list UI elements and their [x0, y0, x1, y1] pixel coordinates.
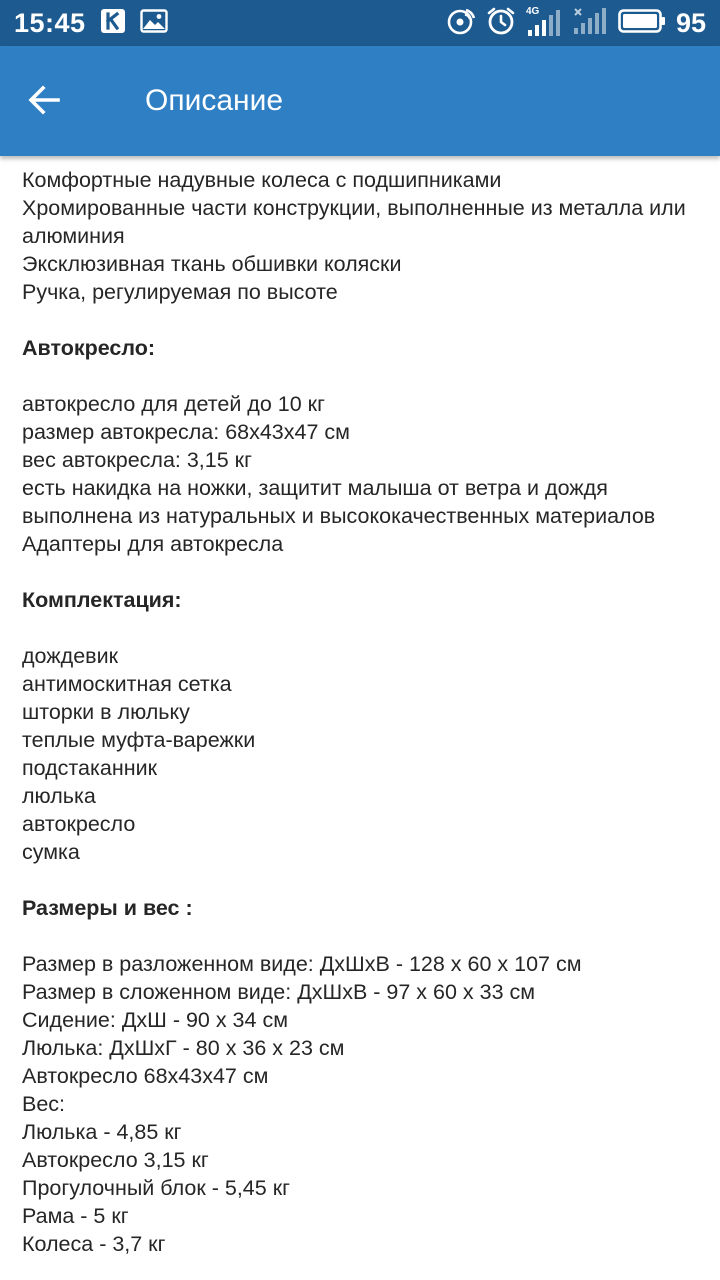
- description-line: сумка: [22, 840, 80, 864]
- back-arrow-icon: [26, 82, 62, 123]
- status-bar: [0, 0, 720, 46]
- description-line: Сидение: ДхШ - 90 х 34 см: [22, 1008, 288, 1032]
- description-line: Размер в сложенном виде: ДхШхВ - 97 х 60 х 33 см: [22, 980, 536, 1004]
- description-line: подстаканник: [22, 756, 157, 780]
- hotspot-icon: [446, 6, 476, 41]
- battery-level: 95: [675, 7, 706, 38]
- description-line: Автокресло 3,15 кг: [22, 1148, 209, 1172]
- description-line: Вес:: [22, 1092, 66, 1116]
- network-type-label: 4G: [525, 6, 540, 17]
- description-line: дождевик: [22, 644, 118, 668]
- blank-line: [22, 306, 712, 334]
- description-line: Комфортные надувные колеса с подшипниками: [22, 168, 502, 192]
- description-line: шторки в люльку: [22, 700, 190, 724]
- blank-line: [22, 922, 712, 950]
- description-line: автокресло для детей до 10 кг: [22, 392, 325, 416]
- description-line: есть накидка на ножки, защитит малыша от ветра и дождя: [22, 476, 608, 500]
- image-icon: [140, 9, 168, 38]
- description-line: вес автокресла: 3,15 кг: [22, 448, 252, 472]
- description-line: Ручка, регулируемая по высоте: [22, 280, 338, 304]
- k-app-icon: [100, 8, 126, 39]
- description-line: Размер в разложенном виде: ДхШхВ - 128 х 60 х 107 см: [22, 952, 582, 976]
- description-line: Прогулочный блок - 5,45 кг: [22, 1176, 290, 1200]
- description-line: Адаптеры для автокресла: [22, 532, 284, 556]
- signal-4g-icon: [526, 8, 562, 38]
- description-line: выполнена из натуральных и высококачественных материалов: [22, 504, 656, 528]
- description-line: Люлька - 4,85 кг: [22, 1120, 182, 1144]
- description-line: Рама - 5 кг: [22, 1204, 129, 1228]
- description-text: [22, 166, 712, 1258]
- description-line: Эксклюзивная ткань обшивки коляски: [22, 252, 402, 276]
- description-line: люлька: [22, 784, 96, 808]
- description-line: Колеса - 3,7 кг: [22, 1232, 166, 1256]
- page-title: Описание: [145, 84, 284, 117]
- section-heading: Размеры и вес :: [22, 896, 193, 920]
- description-content[interactable]: [22, 156, 712, 1280]
- description-line: теплые муфта-варежки: [22, 728, 256, 752]
- signal-no-sim-icon: [572, 6, 608, 41]
- description-line: Хромированные части конструкции, выполненные из металла или: [22, 196, 686, 220]
- blank-line: [22, 866, 712, 894]
- blank-line: [22, 558, 712, 586]
- blank-line: [22, 614, 712, 642]
- battery-icon: [618, 8, 666, 39]
- notification-icons: [100, 8, 168, 39]
- alarm-icon: [486, 6, 516, 41]
- system-icons: [446, 6, 706, 41]
- app-bar: [0, 46, 720, 156]
- back-button[interactable]: [20, 78, 68, 126]
- description-line: алюминия: [22, 224, 125, 248]
- description-line: размер автокресла: 68х43х47 см: [22, 420, 350, 444]
- status-time: 15:45: [14, 7, 86, 38]
- description-line: антимоскитная сетка: [22, 672, 232, 696]
- description-line: Люлька: ДхШхГ - 80 х 36 х 23 см: [22, 1036, 345, 1060]
- section-heading: Автокресло:: [22, 336, 156, 360]
- description-line: Автокресло 68х43х47 см: [22, 1064, 269, 1088]
- blank-line: [22, 362, 712, 390]
- section-heading: Комплектация:: [22, 588, 182, 612]
- description-line: автокресло: [22, 812, 136, 836]
